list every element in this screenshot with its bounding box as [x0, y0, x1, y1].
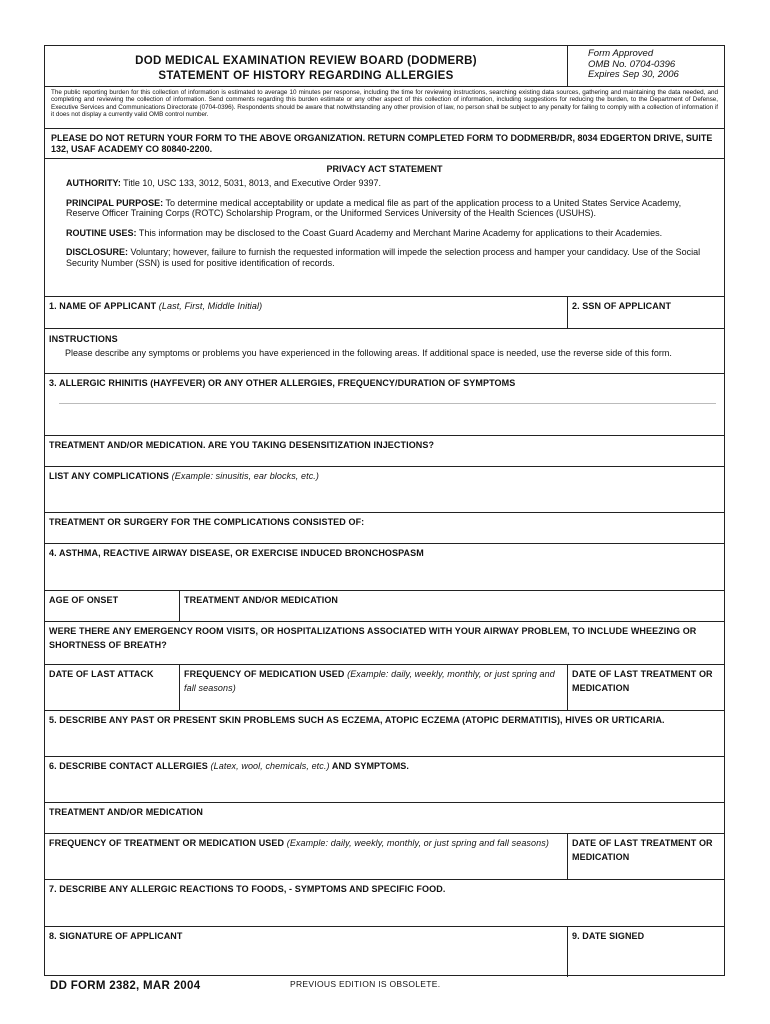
- authority-text: Title 10, USC 133, 3012, 5031, 8013, and Executive Order 9397.: [120, 178, 381, 188]
- signature-row: [45, 926, 724, 977]
- return-notice: PLEASE DO NOT RETURN YOUR FORM TO THE ABOVE ORGANIZATION. RETURN COMPLETED FORM TO DODMERB/DR, 8034 EDGERTON DRIVE, SUITE 132, USAF ACADEMY CO 80840-2200.: [51, 133, 713, 154]
- title-line-1: DOD MEDICAL EXAMINATION REVIEW BOARD (DODMERB): [135, 55, 477, 67]
- q6-frequency-field[interactable]: [45, 834, 567, 879]
- q4-last-treatment-label: DATE OF LAST TREATMENT OR MEDICATION: [572, 669, 713, 693]
- q4-frequency-field[interactable]: [179, 665, 567, 710]
- obsolete-notice: PREVIOUS EDITION IS OBSOLETE.: [290, 979, 441, 989]
- omb-approved: Form Approved: [588, 48, 654, 59]
- q7-food-allergies-field[interactable]: [45, 879, 724, 926]
- q6-frequency-row: [45, 833, 724, 879]
- date-signed-field[interactable]: [567, 927, 724, 977]
- q4-asthma-field[interactable]: [45, 543, 724, 590]
- routine-paragraph: [66, 228, 708, 239]
- return-notice-row: [45, 128, 724, 158]
- q4-age-of-onset-field[interactable]: [45, 591, 179, 621]
- privacy-heading: PRIVACY ACT STATEMENT: [326, 164, 443, 174]
- burden-statement: The public reporting burden for this collection of information is estimated to average 10 minutes per response, including the time for reviewing instructions, searching existing data sources, gathering and maintaining the data needed, and completing and reviewing the collection of information. Send comments regarding this burden estimate or any other aspect of this collection of information, including suggestions for reducing the burden, to the Department of Defense, Executive Services and Communications Directorate (0704-0396). Respondents should be aware that notwithstanding any other provision of law, no person shall be subject to any penalty for failing to comply with a collection of information if it does not display a currently valid OMB control number.: [51, 89, 718, 119]
- q3-treatment-field[interactable]: [45, 435, 724, 466]
- instructions-row: [45, 328, 724, 373]
- q5-label: 5. DESCRIBE ANY PAST OR PRESENT SKIN PROBLEMS SUCH AS ECZEMA, ATOPIC ECZEMA (ATOPIC DERMATITIS), HIVES OR URTICARIA.: [49, 715, 665, 725]
- applicant-id-row: [45, 296, 724, 328]
- q6-label-suffix: AND SYMPTOMS.: [331, 761, 410, 771]
- q3-label: 3. ALLERGIC RHINITIS (HAYFEVER) OR ANY OTHER ALLERGIES, FREQUENCY/DURATION OF SYMPTOMS: [49, 378, 516, 388]
- q4-onset-label: AGE OF ONSET: [49, 595, 119, 605]
- disclosure-label: DISCLOSURE:: [66, 247, 129, 257]
- q3-allergic-rhinitis-field[interactable]: [45, 373, 724, 435]
- signature-label: 8. SIGNATURE OF APPLICANT: [49, 931, 183, 941]
- instructions-text: Please describe any symptoms or problems you have experienced in the following areas. If additional space is needed, use the reverse side of this form.: [65, 348, 672, 358]
- q4-er-visits-field[interactable]: [45, 621, 724, 664]
- q4-treatment-field[interactable]: [179, 591, 724, 621]
- q4-dates-row: [45, 664, 724, 710]
- date-signed-label: 9. DATE SIGNED: [572, 931, 645, 941]
- q6-last-treatment-label: DATE OF LAST TREATMENT OR MEDICATION: [572, 838, 713, 862]
- q4-label: 4. ASTHMA, REACTIVE AIRWAY DISEASE, OR EXERCISE INDUCED BRONCHOSPASM: [49, 548, 424, 558]
- q6-treatment-label: TREATMENT AND/OR MEDICATION: [49, 807, 204, 817]
- q4-last-attack-field[interactable]: [45, 665, 179, 710]
- purpose-paragraph: [66, 198, 708, 219]
- omb-number: OMB No. 0704-0396: [588, 58, 676, 70]
- authority-label: AUTHORITY:: [66, 178, 121, 188]
- authority-paragraph: [66, 178, 708, 189]
- q4-last-treatment-field[interactable]: [567, 665, 724, 710]
- instructions-heading: INSTRUCTIONS: [49, 334, 118, 344]
- name-hint: (Last, First, Middle Initial): [158, 301, 263, 311]
- disclosure-paragraph: [66, 247, 708, 268]
- q3-surgery-field[interactable]: [45, 512, 724, 543]
- q6-last-treatment-field[interactable]: [567, 834, 724, 879]
- q3-treatment-label: TREATMENT AND/OR MEDICATION. ARE YOU TAKING DESENSITIZATION INJECTIONS?: [49, 440, 435, 450]
- q3-complications-label: LIST ANY COMPLICATIONS: [49, 471, 170, 481]
- form-title: [45, 54, 567, 84]
- q6-frequency-hint: (Example: daily, weekly, monthly, or just spring and fall seasons): [286, 838, 549, 848]
- ssn-label: 2. SSN OF APPLICANT: [572, 301, 672, 311]
- routine-text: This information may be disclosed to the Coast Guard Academy and Merchant Marine Academy for applications to their Academies.: [136, 227, 663, 238]
- q4-last-attack-label: DATE OF LAST ATTACK: [49, 669, 154, 679]
- ssn-field[interactable]: [567, 297, 724, 328]
- omb-expiration: Expires Sep 30, 2006: [588, 69, 679, 80]
- omb-block: [567, 46, 724, 86]
- form-identifier: DD FORM 2382, MAR 2004: [50, 980, 201, 992]
- q4-treatment-label: TREATMENT AND/OR MEDICATION: [184, 595, 339, 605]
- burden-statement-row: [45, 86, 724, 128]
- purpose-text: To determine medical acceptability or update a medical file as part of the application process to a United States Service Academy, Reserve Officer Training Corps (ROTC) Scholarship Program, or the Uniformed Services University of the Health Sciences (USUHS).: [66, 197, 682, 218]
- q6-treatment-field[interactable]: [45, 802, 724, 833]
- q3-complications-field[interactable]: [45, 466, 724, 512]
- q6-label: 6. DESCRIBE CONTACT ALLERGIES: [49, 761, 208, 771]
- q3-surgery-label: TREATMENT OR SURGERY FOR THE COMPLICATIONS CONSISTED OF:: [49, 517, 365, 527]
- allergy-history-form: [44, 45, 725, 976]
- disclosure-text: Voluntary; however, failure to furnish the requested information will impede the selection process and hamper your candidacy. Use of the Social Security Number (SSN) is used for positive identification of records.: [66, 247, 701, 268]
- signature-field[interactable]: [45, 927, 567, 977]
- writing-line: [59, 403, 716, 404]
- q6-frequency-label: FREQUENCY OF TREATMENT OR MEDICATION USED: [49, 838, 285, 848]
- name-label: 1. NAME OF APPLICANT: [49, 301, 157, 311]
- purpose-label: PRINCIPAL PURPOSE:: [66, 197, 164, 208]
- name-of-applicant-field[interactable]: [45, 297, 567, 328]
- privacy-act-row: [45, 158, 724, 296]
- q6-contact-allergies-field[interactable]: [45, 756, 724, 802]
- q7-label: 7. DESCRIBE ANY ALLERGIC REACTIONS TO FOODS, - SYMPTOMS AND SPECIFIC FOOD.: [49, 884, 446, 894]
- q5-skin-problems-field[interactable]: [45, 710, 724, 756]
- q4-onset-row: [45, 590, 724, 621]
- form-header: [45, 46, 724, 86]
- q6-hint: (Latex, wool, chemicals, etc.): [210, 761, 330, 771]
- title-line-2: STATEMENT OF HISTORY REGARDING ALLERGIES: [158, 70, 454, 82]
- q4-er-label: WERE THERE ANY EMERGENCY ROOM VISITS, OR HOSPITALIZATIONS ASSOCIATED WITH YOUR AIRWAY PROBLEM, TO INCLUDE WHEEZING OR SHORTNESS OF BREATH?: [49, 626, 697, 650]
- q3-complications-hint: (Example: sinusitis, ear blocks, etc.): [171, 471, 320, 481]
- q4-frequency-hint: (Example: daily, weekly, monthly, or just spring and fall seasons): [184, 669, 555, 693]
- routine-label: ROUTINE USES:: [66, 227, 137, 238]
- q4-frequency-label: FREQUENCY OF MEDICATION USED: [184, 669, 345, 679]
